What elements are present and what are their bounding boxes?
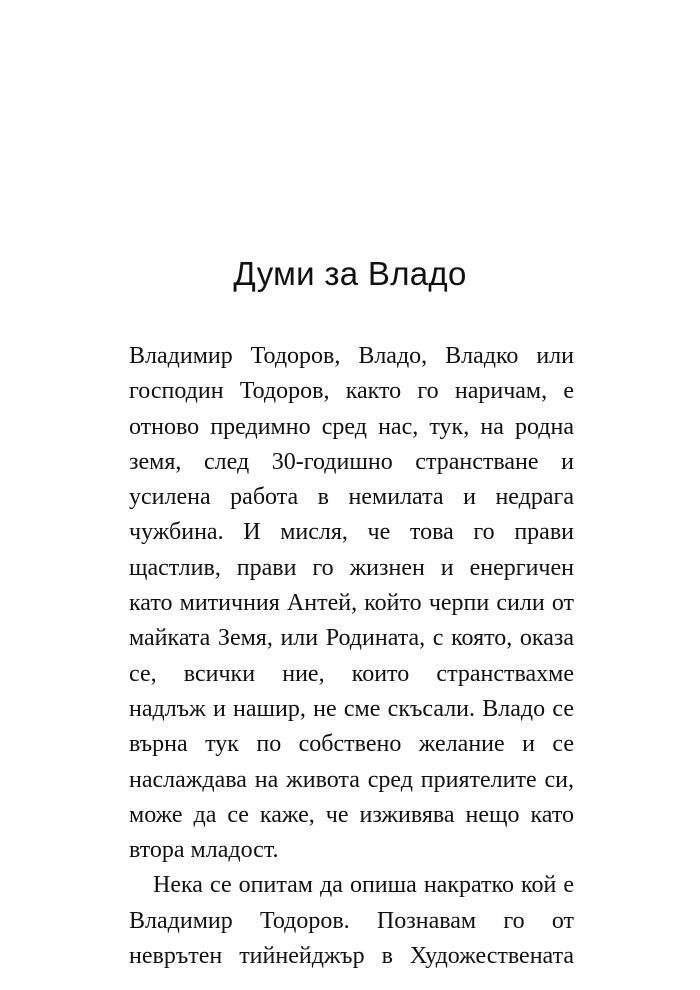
text-line: като митичния Антей, който черпи сили от — [129, 590, 574, 617]
body-text — [129, 339, 574, 974]
text-line: се, всички ние, които странствахме — [129, 660, 574, 687]
text-line: чужбина. И мисля, че това го прави — [129, 519, 574, 546]
text-line: втора младост. — [129, 837, 279, 864]
text-line: щастлив, прави го жизнен и енергичен — [129, 554, 574, 581]
text-line: усилена работа в немилата и недрага — [129, 484, 574, 511]
text-line: отново предимно сред нас, тук, на родна — [129, 413, 574, 440]
chapter-title: Думи за Владо — [233, 255, 467, 292]
text-line: може да се каже, че изживява нещо като — [129, 801, 574, 828]
text-line: Владимир Тодоров. Познавам го от — [129, 907, 574, 934]
text-line: майката Земя, или Родината, с която, оказа — [129, 625, 574, 652]
text-line: наслаждава на живота сред приятелите си, — [129, 766, 574, 793]
text-line: господин Тодоров, както го наричам, е — [129, 378, 574, 405]
text-line: Нека се опитам да опиша накратко кой е — [153, 872, 574, 899]
text-line: Владимир Тодоров, Владо, Владко или — [129, 343, 574, 369]
text-line: надлъж и нашир, не сме скъсали. Владо се — [129, 695, 574, 722]
text-line: върна тук по собствено желание и се — [129, 731, 574, 758]
text-line: земя, след 30-годишно странстване и — [129, 448, 574, 475]
text-line: неврътен тийнейджър в Художествената — [129, 943, 574, 970]
